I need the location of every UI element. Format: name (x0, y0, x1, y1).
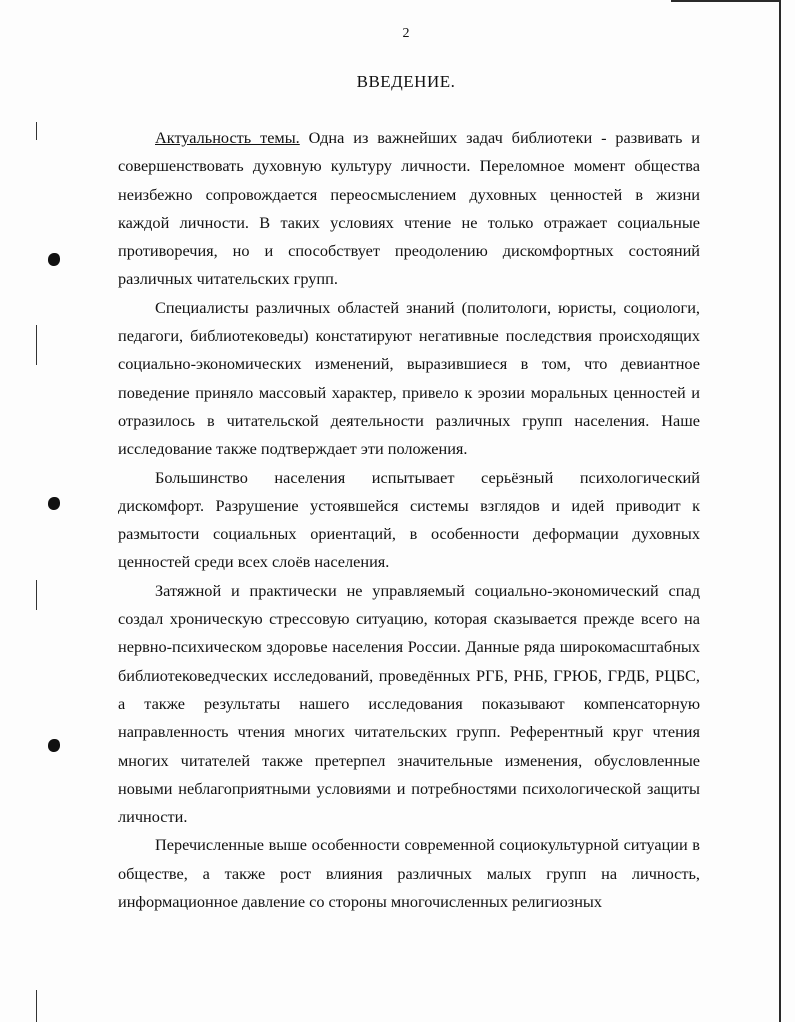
paragraph-text: Большинство населения испытывает серьёзный психологический дискомфорт. Разрушение устоявшейся системы взглядов и идей приводит к размытости социальных ориентаций, в особенности деформации духовных ценностей среди всех слоёв населения. (118, 467, 700, 572)
paragraph (118, 294, 700, 464)
scan-margin-mark (36, 990, 37, 1022)
scan-margin-mark (36, 122, 37, 140)
paragraph (118, 831, 700, 916)
topic-relevance-label: Актуальность темы. (155, 128, 300, 147)
punch-hole-mark (48, 497, 60, 510)
punch-hole-mark (48, 739, 60, 752)
scan-margin-mark (36, 325, 37, 365)
paragraph-text: Специалисты различных областей знаний (политологи, юристы, социологи, педагоги, библиотековеды) констатируют негативные последствия происходящих социально-экономических изменений, выразившиеся в том, что девиантное поведение приняло массовый характер, привело к эрозии моральных ценностей и отразилось в читательской деятельности различных групп населения. Наше исследование также подтверждает эти положения. (118, 297, 700, 459)
paragraph-text: Перечисленные выше особенности современной социокультурной ситуации в обществе, а также рост влияния различных малых групп на личность, информационное давление со стороны многочисленных религиозных (118, 835, 700, 912)
scan-border-right (779, 0, 781, 1022)
body-text (118, 124, 700, 916)
section-heading: ВВЕДЕНИЕ. (356, 72, 456, 91)
punch-hole-mark (48, 253, 60, 266)
paragraph (118, 577, 700, 832)
paragraph (118, 464, 700, 577)
scan-margin-mark (36, 580, 37, 610)
scan-border-top (671, 0, 781, 2)
paragraph (118, 124, 700, 294)
paragraph-text: Одна из важнейших задач библиотеки - развивать и совершенствовать духовную культуру личности. Переломное момент общества неизбежно сопровождается переосмыслением духовных ценностей в жизни каждой личности. В таких условиях чтение не только отражает социальные противоречия, но и способствует преодолению дискомфортных состояний различных читательских групп. (118, 128, 700, 289)
page-number: 2 (402, 26, 410, 41)
paragraph-text: Затяжной и практически не управляемый социально-экономический спад создал хроническую стрессовую ситуацию, которая сказывается прежде всего на нервно-психическом здоровье населения России. Данные ряда широкомасштабных библиотековедческих исследований, проведённых РГБ, РНБ, ГРЮБ, ГРДБ, РЦБС, а также результаты нашего исследования показывают компенсаторную направленность чтения многих читательских групп. Референтный круг чтения многих читателей также претерпел значительные изменения, обусловленные новыми неблагоприятными условиями и потребностями психологической защиты личности. (118, 580, 700, 827)
